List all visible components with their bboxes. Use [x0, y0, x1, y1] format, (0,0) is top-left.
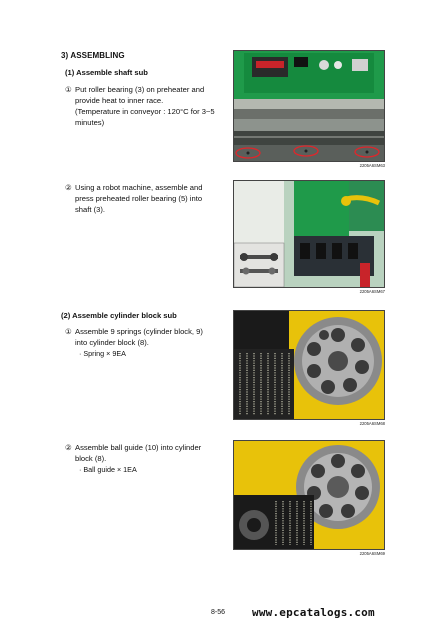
step-line: Put roller bearing (3) on preheater and — [75, 85, 205, 94]
figure-preheater-photo — [233, 50, 385, 162]
figure-code: 2205A6SM69 — [359, 551, 385, 556]
preheater-illustration — [234, 51, 384, 161]
step-line: block (8). — [75, 454, 107, 463]
step-line: provide heat to inner race. — [75, 96, 164, 105]
springs-cylinder-illustration — [234, 311, 384, 419]
ball-guide-illustration — [234, 441, 384, 549]
step-line: Using a robot machine, assemble and — [75, 183, 203, 192]
step-line: minutes) — [75, 118, 105, 127]
step-line: Assemble ball guide (10) into cylinder — [75, 443, 202, 452]
figure-ball-guide-photo — [233, 440, 385, 550]
step-line: (Temperature in conveyor : 120°C for 3~5 — [75, 107, 215, 116]
step-marker: ① — [65, 85, 72, 94]
subsection-heading-shaft: (1) Assemble shaft sub — [65, 68, 148, 77]
step-line: Assemble 9 springs (cylinder block, 9) — [75, 327, 203, 336]
robot-machine-illustration — [234, 181, 384, 287]
step-marker: ② — [65, 443, 72, 452]
section-title: 3) ASSEMBLING — [61, 51, 125, 60]
step-line: press preheated roller bearing (5) into — [75, 194, 203, 203]
step-marker: ① — [65, 327, 72, 336]
figure-springs-photo — [233, 310, 385, 420]
step-line: shaft (3). — [75, 205, 105, 214]
figure-robot-photo — [233, 180, 385, 288]
figure-code: 2205A6SM63 — [359, 163, 385, 168]
quantity-note: · Ball guide × 1EA — [79, 465, 137, 474]
figure-code: 2205A6SM67 — [359, 289, 385, 294]
figure-code: 2205A6SM68 — [359, 421, 385, 426]
website-link[interactable]: www.epcatalogs.com — [252, 606, 375, 619]
step-marker: ② — [65, 183, 72, 192]
quantity-note: · Spring × 9EA — [79, 349, 126, 358]
page-number: 8-56 — [211, 609, 226, 616]
step-line: into cylinder block (8). — [75, 338, 149, 347]
subsection-heading-cylinder: (2) Assemble cylinder block sub — [61, 311, 177, 320]
